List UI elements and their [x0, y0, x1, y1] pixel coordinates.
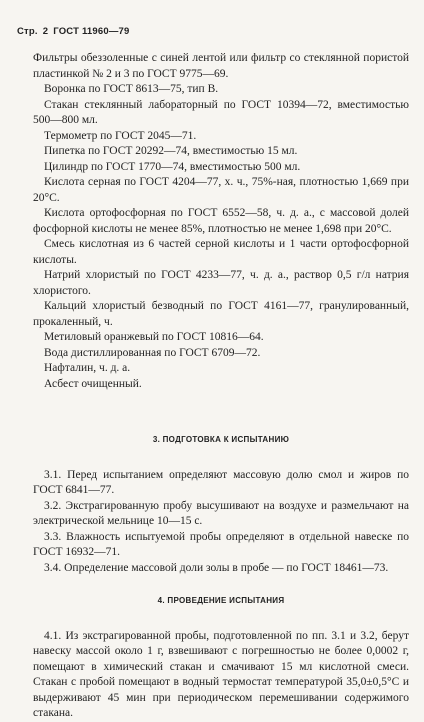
material-funnel: Воронка по ГОСТ 8613—75, тип В. [44, 83, 219, 95]
material-sodium-chloride: Натрий хлористый по ГОСТ 4233—77, ч. д. а., раствор 0,5 г/л натрия хлористого. [33, 269, 409, 297]
material-filters: Фильтры обеззоленные с синей лентой или фильтр со стеклянной пористой пластинкой № 2 и 3 по ГОСТ 9775—69. [33, 52, 409, 80]
material-beaker: Стакан стеклянный лабораторный по ГОСТ 10394—72, вместимостью 500—800 мл. [33, 98, 409, 126]
clause-4-1: 4.1. Из экстрагированной пробы, подготовленной по пп. 3.1 и 3.2, берут навеску массой около 1 г, взвешивают с погрешностью не более 0,0002 г, помещают в химический стакан и смачивают 15 мл кислотной смеси. Стакан с пробой помещают в водный термостат температурой 35,0±0,5°С и выдерживают 45 мин при периодическом перемешивании содержимого стакана. [33, 629, 409, 719]
material-naphthalene: Нафталин, ч. д. а. [44, 362, 131, 374]
page-label: Стр. [17, 26, 38, 37]
material-thermometer: Термометр по ГОСТ 2045—71. [44, 129, 197, 142]
page-header [17, 26, 135, 37]
clause-3-1: 3.1. Перед испытанием определяют массовую долю смол и жиров по ГОСТ 6841—77. [33, 468, 409, 496]
material-calcium-chloride: Кальций хлористый безводный по ГОСТ 4161—77, гранулированный, прокаленный, ч. [33, 300, 409, 328]
clause-3-4: 3.4. Определение массовой доли золы в пробе — по ГОСТ 18461—73. [44, 561, 389, 574]
section-3-heading: 3. ПОДГОТОВКА К ИСПЫТАНИЮ [152, 435, 290, 444]
clause-3-2: 3.2. Экстрагированную пробу высушивают на воздухе и размельчают на электрической мельнице 10—15 с. [33, 499, 409, 527]
material-cylinder: Цилиндр по ГОСТ 1770—74, вместимостью 500 мл. [44, 160, 301, 173]
section-4-heading: 4. ПРОВЕДЕНИЕ ИСПЫТАНИЯ [157, 596, 285, 605]
material-phosphoric-acid: Кислота ортофосфорная по ГОСТ 6552—58, ч. д. а., с массовой долей фосфорной кислоты не менее 85%, плотностью не менее 1,698 при 20°С. [33, 207, 409, 235]
clause-3-3: 3.3. Влажность испытуемой пробы определяют в отдельной навеске по ГОСТ 16932—71. [33, 530, 409, 558]
page-number: 2 [42, 26, 49, 37]
material-asbestos: Асбест очищенный. [44, 377, 142, 390]
material-pipette: Пипетка по ГОСТ 20292—74, вместимостью 15 мл. [44, 145, 298, 157]
material-acid-mixture: Смесь кислотная из 6 частей серной кислоты и 1 части ортофосфорной кислоты. [33, 238, 409, 266]
material-distilled-water: Вода дистиллированная по ГОСТ 6709—72. [44, 346, 261, 359]
material-sulfuric-acid: Кислота серная по ГОСТ 4204—77, х. ч., 75%-ная, плотностью 1,669 при 20°С. [33, 176, 409, 204]
document-body [33, 51, 409, 722]
material-methyl-orange: Метиловый оранжевый по ГОСТ 10816—64. [44, 331, 264, 343]
standard-number: ГОСТ 11960—79 [53, 26, 130, 37]
